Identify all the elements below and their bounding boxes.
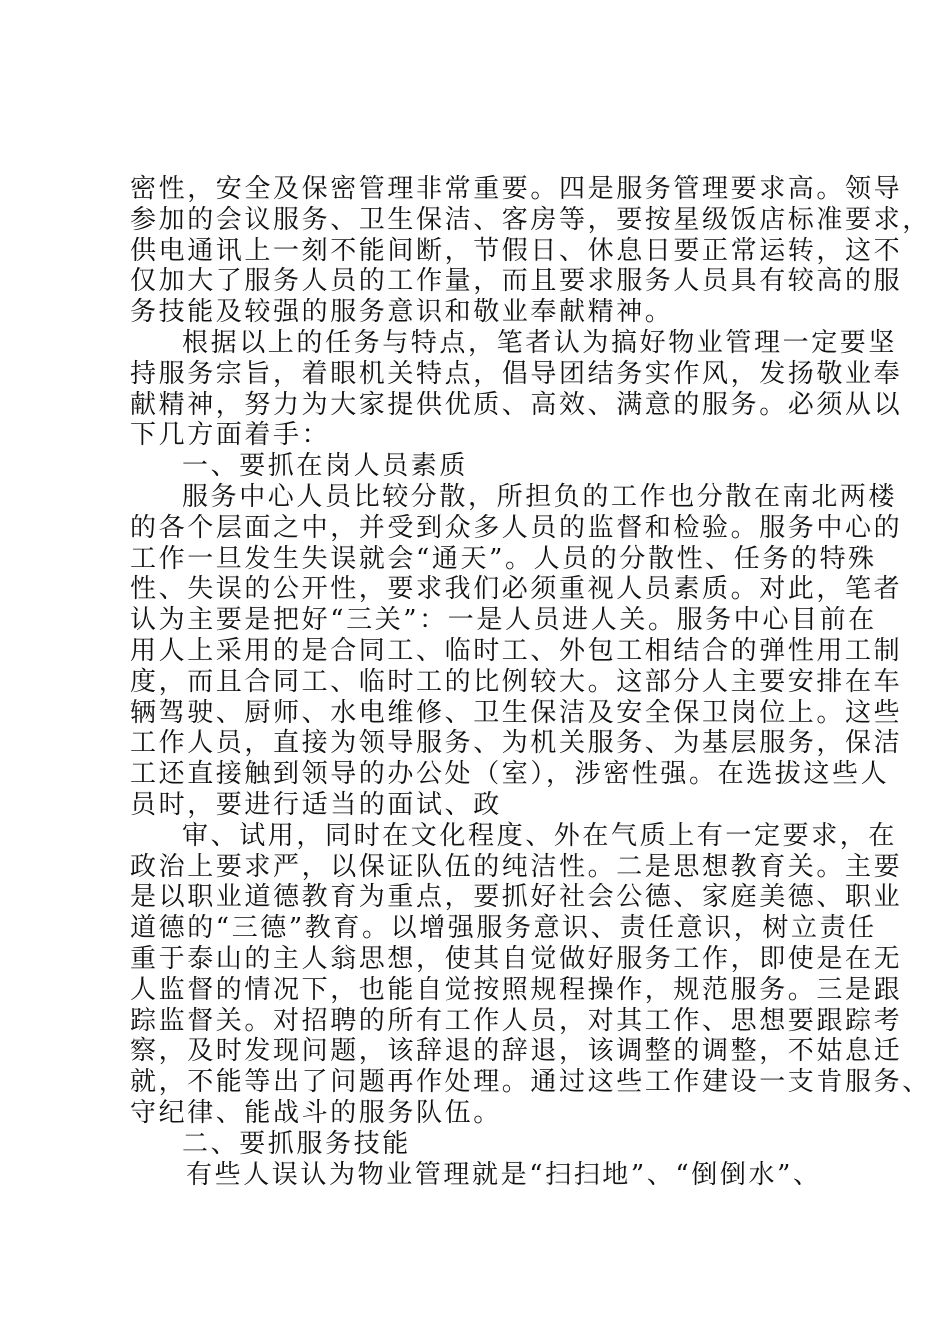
- text-line: 重于泰山的主人翁思想，使其自觉做好服务工作，即使是在无: [130, 943, 903, 974]
- paragraph-first-line: 审、试用，同时在文化程度、外在气质上有一定要求，在: [182, 820, 898, 851]
- text-line: 守纪律、能战斗的服务队伍。: [130, 1097, 502, 1128]
- text-line: 认为主要是把好“三关”：一是人员进人关。服务中心目前在: [130, 605, 877, 636]
- text-line: 就，不能等出了问题再作处理。通过这些工作建设一支肯服务、: [130, 1067, 931, 1098]
- text-line: 参加的会议服务、卫生保洁、客房等，要按星级饭店标准要求，: [130, 204, 931, 235]
- text-line: 是以职业道德教育为重点，要抓好社会公德、家庭美德、职业: [130, 882, 903, 913]
- text-line: 度，而且合同工、临时工的比例较大。这部分人主要安排在车: [130, 666, 903, 697]
- text-line: 献精神，努力为大家提供优质、高效、满意的服务。必须从以: [130, 389, 903, 420]
- text-line: 政治上要求严，以保证队伍的纯洁性。二是思想教育关。主要: [130, 851, 903, 882]
- paragraph-first-line: 有些人误认为物业管理就是“扫扫地”、“倒倒水”、: [186, 1159, 822, 1190]
- paragraph-first-line: 服务中心人员比较分散，所担负的工作也分散在南北两楼: [182, 481, 898, 512]
- text-line: 察，及时发现问题，该辞退的辞退，该调整的调整，不姑息迁: [130, 1036, 903, 1067]
- text-line: 辆驾驶、厨师、水电维修、卫生保洁及安全保卫岗位上。这些: [130, 697, 903, 728]
- text-line: 的各个层面之中，并受到众多人员的监督和检验。服务中心的: [130, 512, 903, 543]
- text-line: 工作一旦发生失误就会“通天”。人员的分散性、任务的特殊: [130, 543, 877, 574]
- text-line: 仅加大了服务人员的工作量，而且要求服务人员具有较高的服: [130, 266, 903, 297]
- section-heading-2: 二、要抓服务技能: [182, 1128, 411, 1159]
- text-line: 道德的“三德”教育。以增强服务意识、责任意识，树立责任: [130, 913, 877, 944]
- section-heading-1: 一、要抓在岗人员素质: [182, 451, 469, 482]
- text-line: 下几方面着手：: [130, 420, 331, 451]
- text-line: 工还直接触到领导的办公处（室），涉密性强。在选拔这些人: [130, 759, 890, 790]
- text-line: 务技能及较强的服务意识和敬业奉献精神。: [130, 297, 674, 328]
- text-line: 供电通讯上一刻不能间断，节假日、休息日要正常运转，这不: [130, 235, 903, 266]
- text-line: 用人上采用的是合同工、临时工、外包工相结合的弹性用工制: [130, 635, 903, 666]
- text-line: 性、失误的公开性，要求我们必须重视人员素质。对此，笔者: [130, 574, 903, 605]
- paragraph-first-line: 根据以上的任务与特点，笔者认为搞好物业管理一定要坚: [182, 327, 898, 358]
- text-line: 密性，安全及保密管理非常重要。四是服务管理要求高。领导: [130, 174, 903, 204]
- text-line: 踪监督关。对招聘的所有工作人员，对其工作、思想要跟踪考: [130, 1005, 903, 1036]
- text-line: 持服务宗旨，着眼机关特点，倡导团结务实作风，发扬敬业奉: [130, 358, 903, 389]
- document-body: [130, 174, 931, 1190]
- text-line: 工作人员，直接为领导服务、为机关服务、为基层服务，保洁: [130, 728, 903, 759]
- text-line: 员时，要进行适当的面试、政: [130, 789, 502, 820]
- text-line: 人监督的情况下，也能自觉按照规程操作，规范服务。三是跟: [130, 974, 903, 1005]
